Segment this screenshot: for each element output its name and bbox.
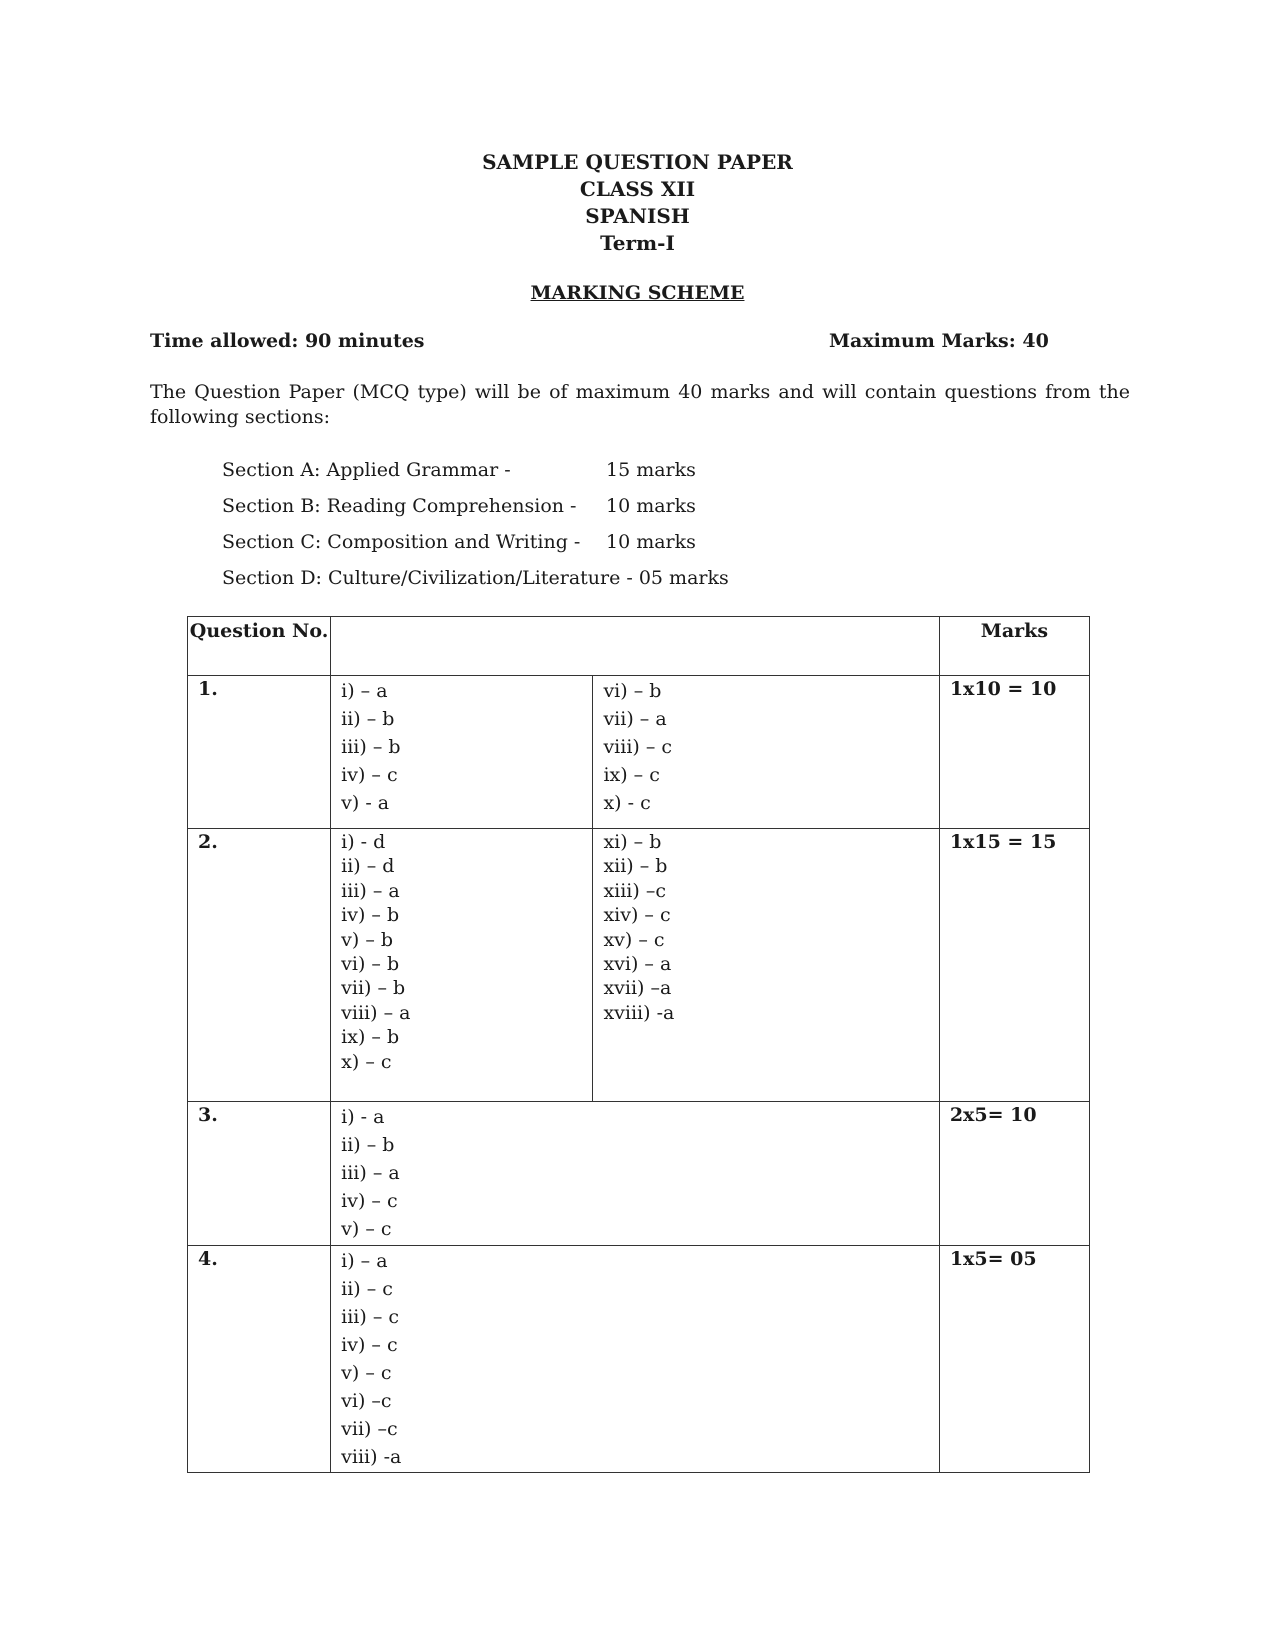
- marking-scheme-text: MARKING SCHEME: [530, 282, 745, 304]
- answer-item: iii) – b: [341, 736, 401, 758]
- answer-item: ii) – b: [341, 708, 395, 730]
- section-label: Section C: Composition and Writing -: [222, 531, 581, 553]
- answer-item: iv) – c: [341, 764, 398, 786]
- answer-item: i) - a: [341, 1106, 385, 1128]
- answer-column-a: [331, 1246, 940, 1473]
- answer-column-a: [331, 1102, 940, 1246]
- answer-item: iii) – a: [341, 1162, 400, 1184]
- answer-item: v) – b: [341, 928, 394, 951]
- answer-item: vii) – a: [603, 708, 667, 730]
- answer-item: viii) -a: [341, 1446, 402, 1468]
- maximum-marks: Maximum Marks: 40: [829, 330, 1049, 352]
- section-label: Section B: Reading Comprehension -: [222, 495, 577, 517]
- marking-scheme-table: [187, 616, 1090, 1473]
- answer-item: vi) – b: [603, 680, 662, 702]
- heading-line-2: CLASS XII: [579, 177, 696, 201]
- answer-item: v) – c: [341, 1362, 392, 1384]
- section-label: Section D: Culture/Civilization/Literature - 05 marks: [222, 567, 729, 589]
- section-marks: 15 marks: [606, 459, 696, 481]
- question-number: 2.: [188, 829, 331, 1102]
- answer-item: ii) – d: [341, 855, 395, 878]
- header-marks: Marks: [939, 617, 1089, 676]
- answer-item: vi) – b: [341, 953, 400, 976]
- answer-item: v) – c: [341, 1218, 392, 1240]
- row-marks: 1x15 = 15: [939, 829, 1089, 1102]
- answer-column-b: [593, 829, 939, 1102]
- header-answers: [331, 617, 940, 676]
- time-allowed: Time allowed: 90 minutes: [150, 330, 425, 352]
- table-row: [188, 676, 1090, 829]
- answer-item: xii) – b: [603, 855, 668, 878]
- answer-item: xiv) – c: [603, 904, 671, 927]
- section-marks: 10 marks: [606, 495, 696, 517]
- answer-item: xvii) –a: [603, 977, 672, 1000]
- section-marks: 10 marks: [606, 531, 696, 553]
- answer-item: iii) – c: [341, 1306, 400, 1328]
- answer-item: xv) – c: [603, 928, 665, 951]
- row-marks: 2x5= 10: [939, 1102, 1089, 1246]
- answer-item: iv) – c: [341, 1190, 398, 1212]
- answer-item: viii) – a: [341, 1001, 411, 1024]
- row-marks: 1x10 = 10: [939, 676, 1089, 829]
- answer-item: ix) – b: [341, 1026, 400, 1049]
- answer-item: xiii) –c: [603, 879, 666, 902]
- answer-item: x) - c: [603, 792, 651, 814]
- answer-item: iv) – b: [341, 904, 400, 927]
- table-row: [188, 1102, 1090, 1246]
- question-number: 1.: [188, 676, 331, 829]
- answer-item: i) – a: [341, 680, 388, 702]
- answer-column-a: [331, 829, 593, 1102]
- question-number: 3.: [188, 1102, 331, 1246]
- answer-item: ix) – c: [603, 764, 660, 786]
- answer-item: xi) – b: [603, 831, 662, 853]
- answer-item: xviii) -a: [603, 1001, 675, 1024]
- answer-item: i) – a: [341, 1250, 388, 1272]
- answer-item: iv) – c: [341, 1334, 398, 1356]
- heading-line-3: SPANISH: [585, 204, 690, 228]
- answer-item: xvi) – a: [603, 953, 672, 976]
- answer-item: x) – c: [341, 1050, 392, 1073]
- table-row: [188, 829, 1090, 1102]
- answer-item: viii) – c: [603, 736, 673, 758]
- answer-item: v) - a: [341, 792, 390, 814]
- section-label: Section A: Applied Grammar -: [222, 459, 511, 481]
- header-question-no: Question No.: [188, 617, 331, 676]
- heading-line-4: Term-I: [600, 231, 675, 255]
- question-number: 4.: [188, 1246, 331, 1473]
- answer-item: i) - d: [341, 831, 386, 853]
- answer-item: vii) – b: [341, 977, 406, 1000]
- table-header-row: [188, 617, 1090, 676]
- marking-scheme-title: [0, 282, 1275, 304]
- table-row: [188, 1246, 1090, 1473]
- intro-paragraph: The Question Paper (MCQ type) will be of maximum 40 marks and will contain questions from the following sections:: [150, 381, 1130, 428]
- answer-item: ii) – c: [341, 1278, 393, 1300]
- answer-item: ii) – b: [341, 1134, 395, 1156]
- row-marks: 1x5= 05: [939, 1246, 1089, 1473]
- answer-item: vi) –c: [341, 1390, 392, 1412]
- paper-heading: [0, 149, 1275, 257]
- answer-column-a: [331, 676, 593, 829]
- answer-item: iii) – a: [341, 879, 400, 902]
- heading-line-1: SAMPLE QUESTION PAPER: [482, 150, 793, 174]
- answer-item: vii) –c: [341, 1418, 398, 1440]
- answer-column-b: [593, 676, 939, 829]
